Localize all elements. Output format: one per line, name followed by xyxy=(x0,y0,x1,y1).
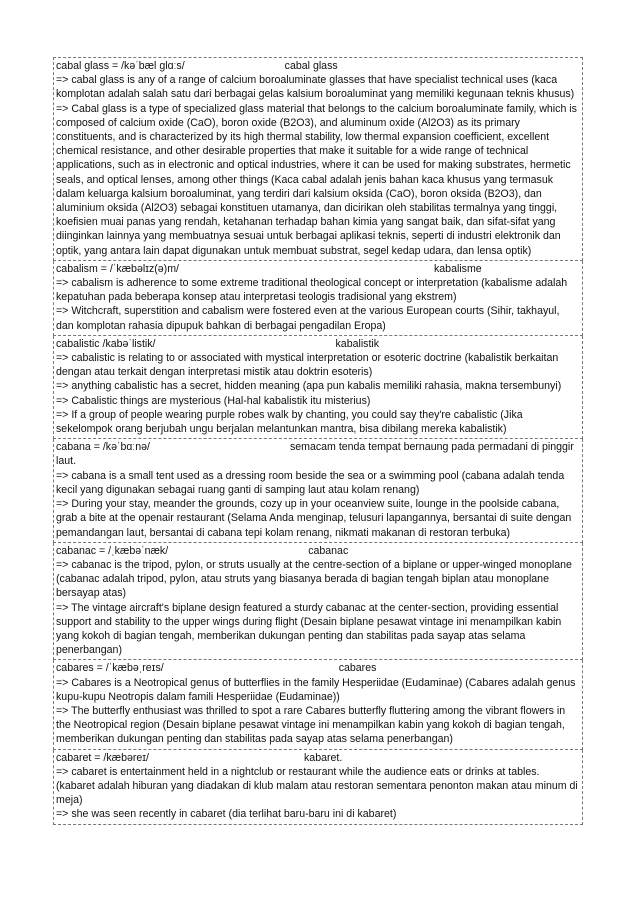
entry-headword-line xyxy=(56,262,580,276)
entry-headword: cabanac = /ˌkæbəˈnæk/ xyxy=(56,544,169,557)
entry-example-line: => During your stay, meander the grounds, cozy up in your oceanview suite, lounge in the poolside cabana, grab a bite at the openair restaurant (Selama Anda menginap, telusuri lapangannya, bersantai di suite dengan pemandangan laut, bersantai di cabana tepi kolam renang, nikmati makanan di restoran terbuka) xyxy=(56,498,572,539)
entry-example-line: => she was seen recently in cabaret (dia terlihat baru-baru ini di kabaret) xyxy=(56,808,397,821)
entry-example-line: => Cabares is a Neotropical genus of butterflies in the family Hesperiidae (Eudaminae) (Cabares adalah genus kupu-kupu Neotropis dalam famili Hesperiidae (Eudaminae)) xyxy=(56,676,576,703)
dictionary-entry xyxy=(53,660,583,749)
entry-example-line: => cabaret is entertainment held in a nightclub or restaurant while the audience eats or drinks at tables. (kabaret adalah hiburan yang diadakan di klub malam atau restoran sementara penonton makan atau minum di meja) xyxy=(56,765,578,807)
entry-translation: cabares xyxy=(338,662,377,675)
dictionary-entry xyxy=(53,336,583,439)
entry-translation: kabalisme xyxy=(433,262,482,275)
entry-example-line: => Witchcraft, superstition and cabalism were fostered even at the various European courts (Sihir, takhayul, dan komplotan rahasia dipupuk bahkan di berbagai pengadilan Eropa) xyxy=(56,305,560,332)
entry-headword: cabares = /ˈkæbəˌreɪs/ xyxy=(56,662,164,675)
entry-translation: kabaret. xyxy=(304,751,343,764)
entry-example-line: => Cabal glass is a type of specialized glass material that belongs to the calcium boroaluminate family, which is composed of calcium oxide (CaO), boron oxide (B2O3), and aluminum oxide (Al2O3) as its primary constituents, and is characterized by its high thermal stability, low thermal expansion coefficient, excellent chemical resistance, and other desirable properties that make it suitable for a wide range of technical applications, such as in electronic and optical industries, where it can be used for making substrates, hermetic seals, and optical lenses, among other things (Kaca cabal adalah jenis bahan kaca khusus yang termasuk dalam keluarga kalsium boroaluminat, yang terdiri dari kalsium oksida (CaO), boron oksida (B2O3), dan aluminium oksida (Al2O3) sebagai konstituen utamanya, dan dicirikan oleh stabilitas termalnya yang tinggi, koefisien muai panas yang rendah, ketahanan terhadap bahan kimia yang sangat baik, dan sifat-sifat yang diinginkan lainnya yang membuatnya sesuai untuk berbagai aplikasi teknis, seperti di industri elektronik dan optik, yang antara lain dapat digunakan untuk membuat substrat, segel kedap udara, dan lensa optik) xyxy=(56,102,577,257)
entry-headword: cabana = /kəˈbɑːnə/ xyxy=(56,441,150,454)
entry-headword-line xyxy=(56,751,580,765)
entry-headword-line xyxy=(56,544,580,558)
entry-headword: cabalism = /ˈkæbəlɪz(ə)m/ xyxy=(56,262,179,275)
dictionary-entry xyxy=(53,261,583,336)
entry-headword: cabaret = /kæbəreɪ/ xyxy=(56,751,149,764)
entry-headword-line xyxy=(56,440,580,468)
entry-headword-line xyxy=(56,337,580,351)
entry-headword: cabal glass = /kəˈbæl ɡlɑːs/ xyxy=(56,60,185,72)
entry-example-line: => cabalism is adherence to some extreme traditional theological concept or interpretation (kabalisme adalah kepatuhan pada beberapa konsep atau interpretasi teologis tradisional yang ekstrem) xyxy=(56,277,568,304)
entry-translation: cabal glass xyxy=(284,60,338,72)
entry-translation: kabalistik xyxy=(335,337,380,350)
dictionary-entry xyxy=(53,439,583,542)
entry-example-line: => The butterfly enthusiast was thrilled to spot a rare Cabares butterfly fluttering among the vibrant flowers in the Neotropical region (Desain biplane pesawat vintage ini menampilkan kabin yang kokoh di bagian tengah, memberikan dukungan penting dan stabilitas pada sayap atas selama penerbangan) xyxy=(56,704,566,746)
entry-headword-line xyxy=(56,59,580,73)
entry-headword: cabalistic /kabəˈlistik/ xyxy=(56,337,156,350)
dictionary-entry xyxy=(53,543,583,661)
dictionary-entry xyxy=(53,57,583,261)
dictionary-entry xyxy=(53,750,583,825)
dictionary-list xyxy=(53,57,583,825)
entry-example-line: => cabal glass is any of a range of calcium boroaluminate glasses that have specialist technical uses (kaca komplotan adalah salah satu dari berbagai gelas kalsium boroaluminat yang memiliki kegunaan teknis khusus) xyxy=(56,74,575,101)
entry-translation: semacam tenda tempat bernaung pada permadani di pinggir laut. xyxy=(56,441,574,468)
entry-headword-line xyxy=(56,661,580,675)
entry-example-line: => If a group of people wearing purple robes walk by chanting, you could say they're cabalistic (Jika sekelompok orang berjubah ungu berjalan melantunkan mantra, bisa dibilang mereka kabalistik) xyxy=(56,408,523,436)
entry-example-line: => cabalistic is relating to or associated with mystical interpretation or esoteric doctrine (kabalistik berkaitan dengan atau terkait dengan interpretasi mistik atau doktrin esoteris) xyxy=(56,352,559,379)
entry-example-line: => cabana is a small tent used as a dressing room beside the sea or a swimming pool (cabana adalah tenda kecil yang digunakan sebagai ruang ganti di samping laut atau kolam renang) xyxy=(56,469,565,496)
entry-example-line: => The vintage aircraft's biplane design featured a sturdy cabanac at the center-section, providing essential support and stability to the upper wings during flight (Desain biplane pesawat vintage ini menampilkan kabin yang kokoh di bagian tengah, memberikan dukungan penting dan stabilitas pada sayap atas selama penerbangan) xyxy=(56,601,562,657)
entry-example-line: => cabanac is the tripod, pylon, or struts usually at the centre-section of a biplane or upper-winged monoplane (cabanac adalah tripod, pylon, atau struts yang biasanya berada di bagian tengah biplan atau monoplane bersayap atas) xyxy=(56,558,572,600)
entry-translation: cabanac xyxy=(308,544,349,557)
entry-example-line: => Cabalistic things are mysterious (Hal-hal kabalistik itu misterius) xyxy=(56,394,371,407)
entry-example-line: => anything cabalistic has a secret, hidden meaning (apa pun kabalis memiliki rahasia, makna tersembunyi) xyxy=(56,380,562,393)
